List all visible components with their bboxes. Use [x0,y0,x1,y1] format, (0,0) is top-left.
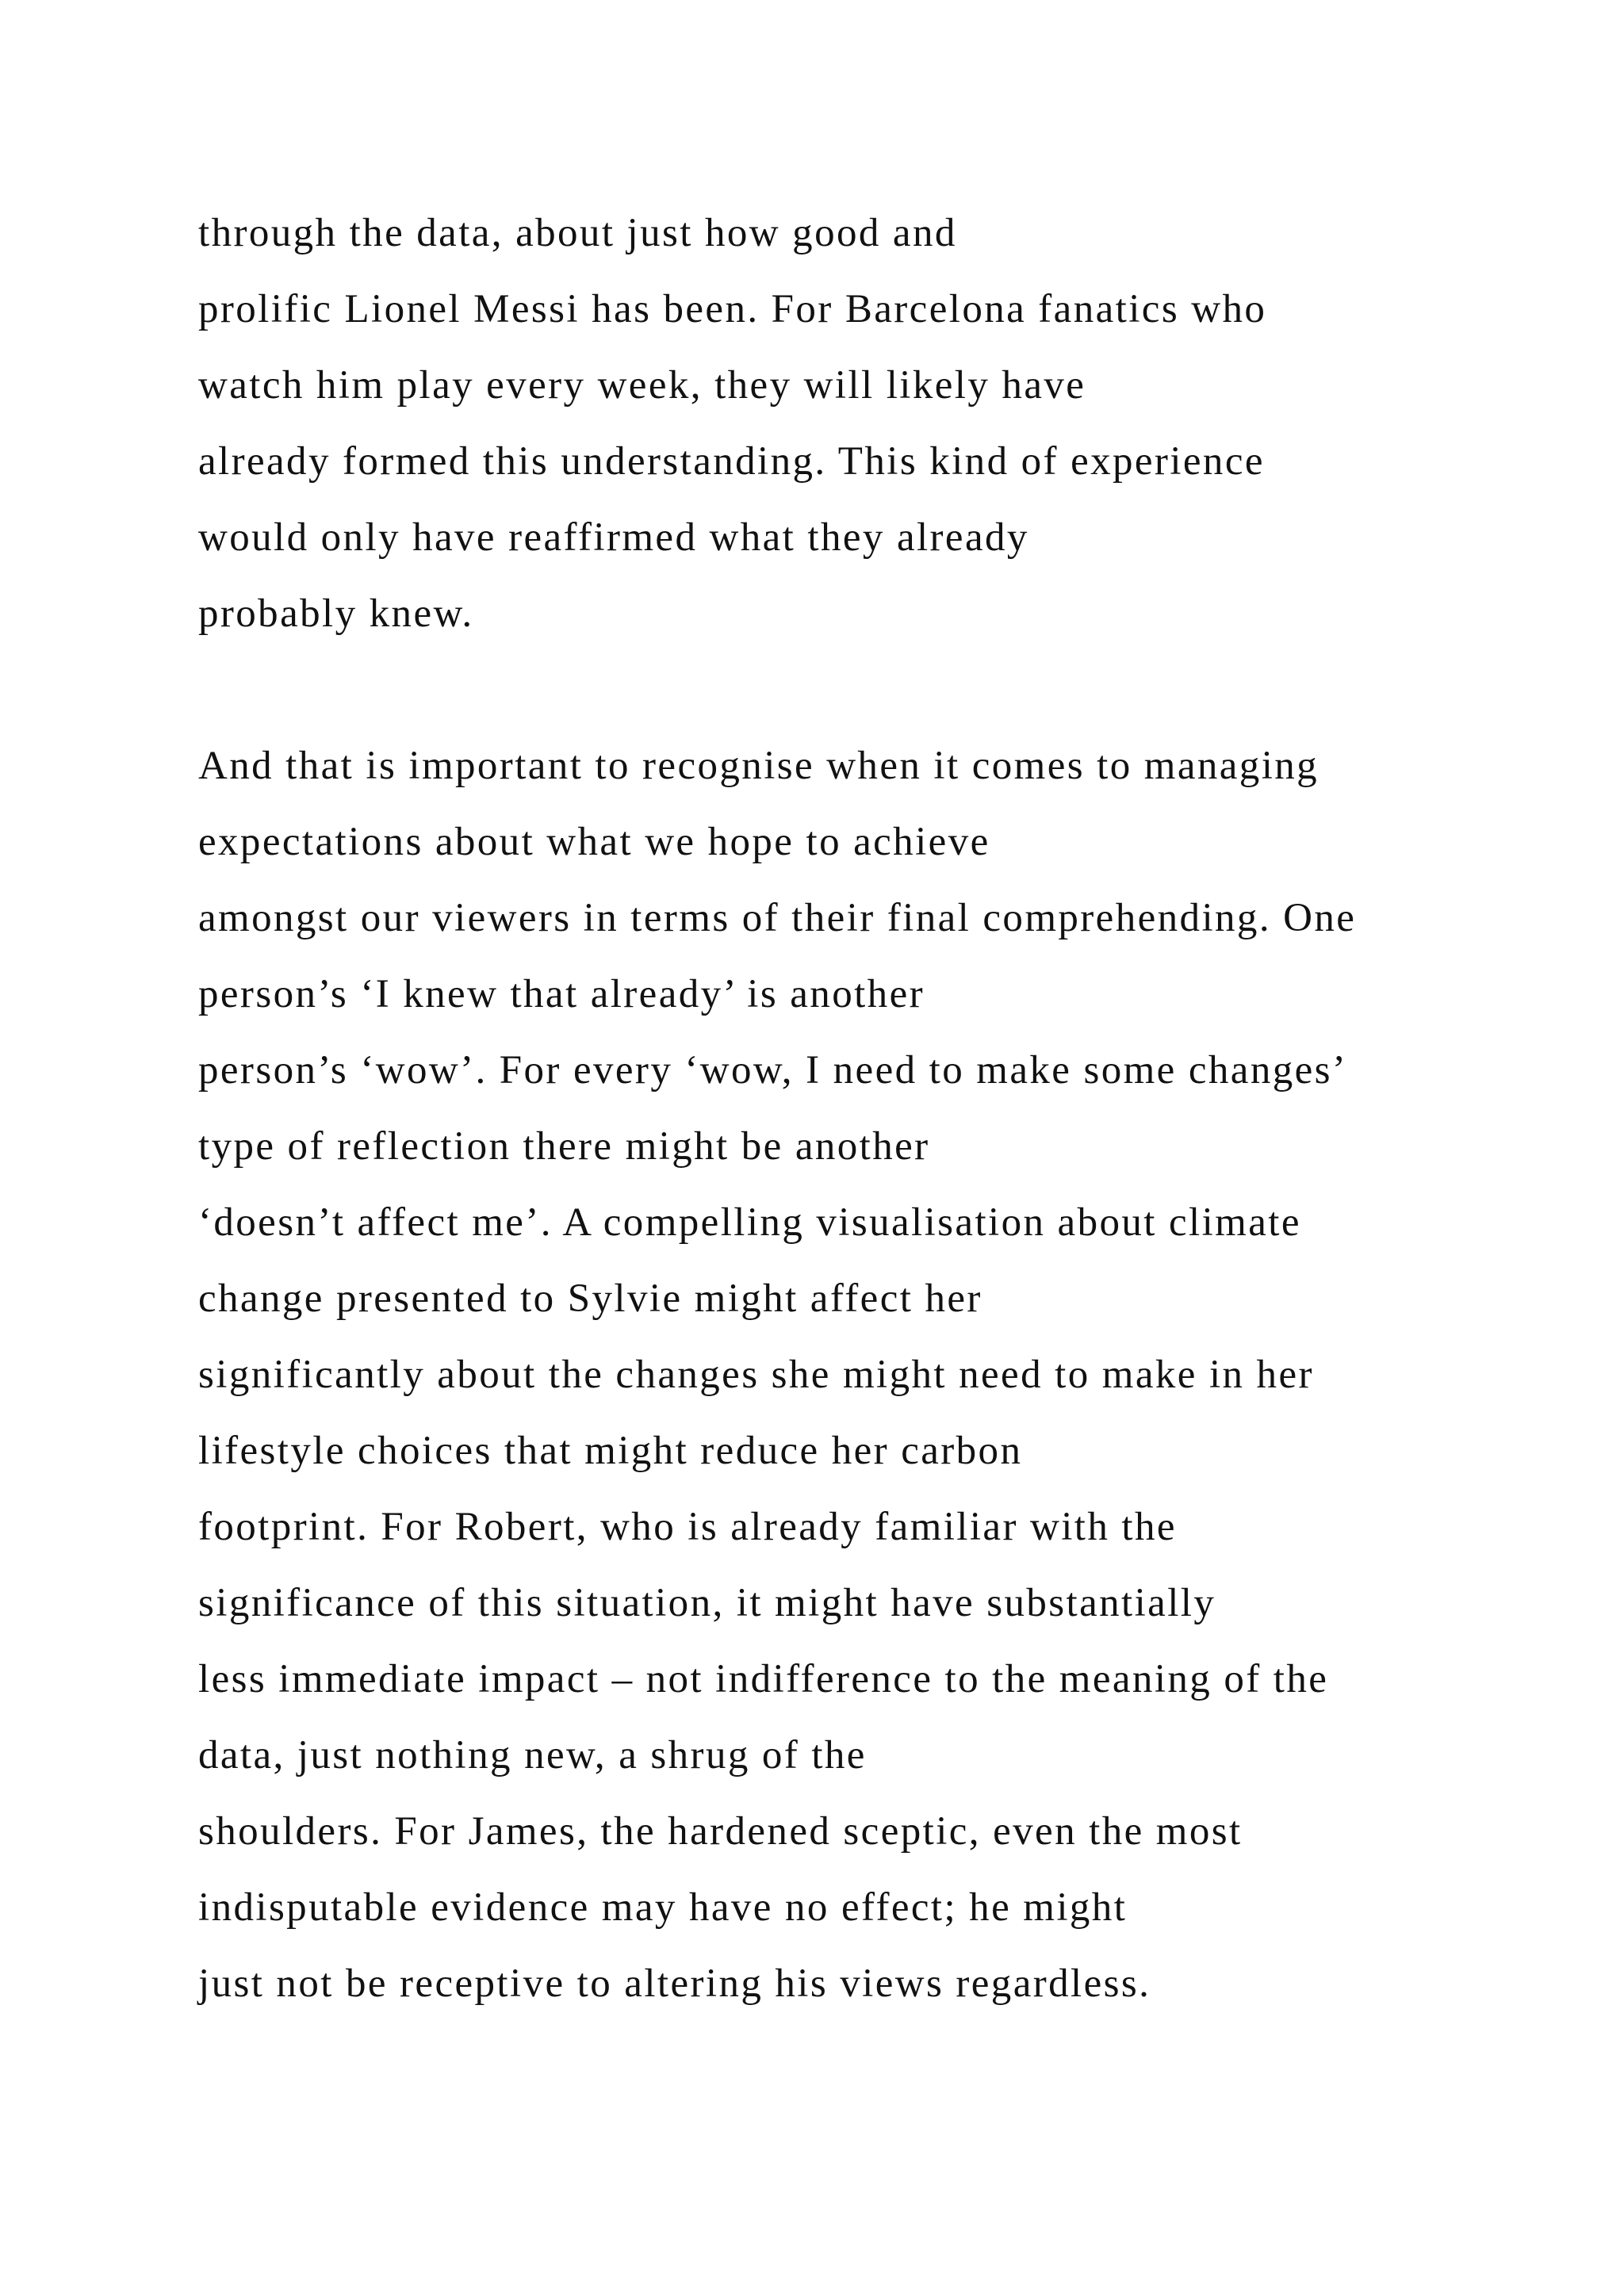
text-line: significance of this situation, it might have substantially [198,1581,1216,1625]
text-line: would only have reaffirmed what they already [198,515,1029,560]
text-line: type of reflection there might be another [198,1124,930,1169]
text-line: data, just nothing new, a shrug of the [198,1733,867,1777]
text-line: through the data, about just how good and [198,211,957,255]
text-line: just not be receptive to altering his views regardless. [198,1961,1151,2006]
text-line: ‘doesn’t affect me’. A compelling visualisation about climate [198,1200,1301,1245]
text-line: change presented to Sylvie might affect her [198,1276,982,1321]
paragraph-1 [198,195,1562,652]
text-line: less immediate impact – not indifference to the meaning of the [198,1657,1329,1701]
text-line: expectations about what we hope to achieve [198,820,990,864]
text-line: footprint. For Robert, who is already familiar with the [198,1505,1177,1549]
text-line: prolific Lionel Messi has been. For Barcelona fanatics who [198,287,1267,331]
text-line: indisputable evidence may have no effect; he might [198,1885,1128,1930]
text-line: lifestyle choices that might reduce her carbon [198,1429,1023,1473]
text-line: already formed this understanding. This kind of experience [198,439,1265,484]
paragraph-2 [198,728,1562,2022]
text-line: probably knew. [198,591,474,636]
text-line: person’s ‘I knew that already’ is another [198,972,925,1016]
text-line: watch him play every week, they will likely have [198,363,1086,408]
text-line: And that is important to recognise when it comes to managing [198,744,1320,788]
text-line: significantly about the changes she might need to make in her [198,1353,1314,1397]
text-line: person’s ‘wow’. For every ‘wow, I need to make some changes’ [198,1048,1348,1093]
text-line: shoulders. For James, the hardened sceptic, even the most [198,1809,1243,1854]
text-line: amongst our viewers in terms of their final comprehending. One [198,896,1357,940]
